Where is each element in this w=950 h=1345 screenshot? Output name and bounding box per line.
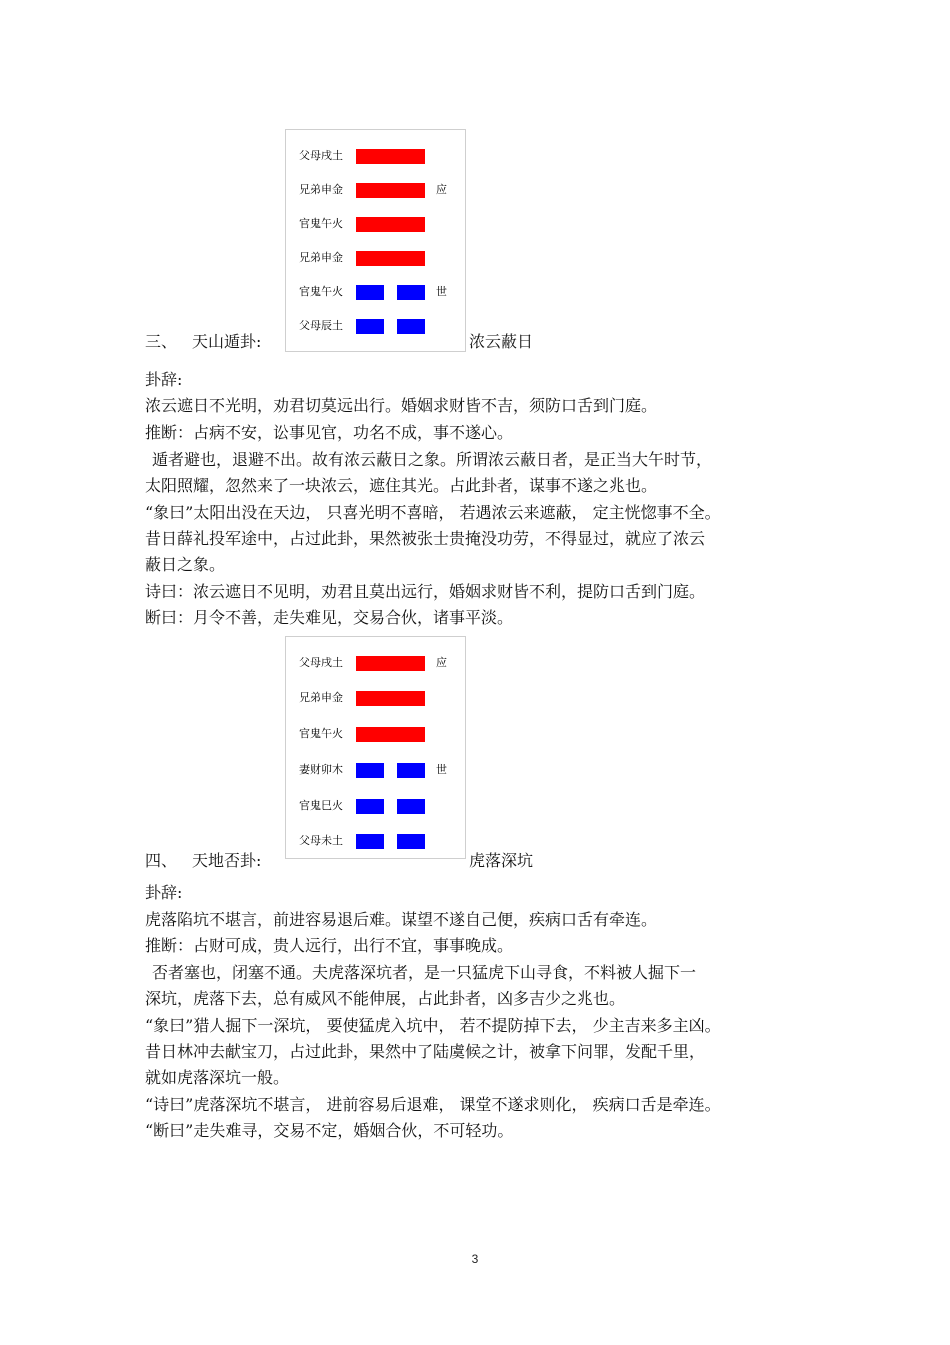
- text-line: “象曰”太阳出没在天边， 只喜光明不喜暗， 若遇浓云来遮蔽， 定主恍惚事不全。: [145, 503, 721, 522]
- yao-label: 父母未土: [299, 834, 343, 847]
- text-line: “断曰”走失难寻，交易不定，婚姻合伙，不可轻功。: [145, 1121, 514, 1140]
- yao-line: [286, 796, 467, 816]
- yin-bar-right: [397, 319, 425, 334]
- yin-bar-right: [397, 763, 425, 778]
- text-line: “诗曰”虎落深坑不堪言， 进前容易后退难， 课堂不遂求则化， 疾病口舌是牵连。: [145, 1095, 721, 1114]
- yao-mark: 世: [436, 763, 447, 776]
- yang-bar: [356, 656, 425, 671]
- yao-label: 官鬼午火: [299, 727, 343, 740]
- yao-line: [286, 282, 467, 302]
- yang-bar: [356, 251, 425, 266]
- yin-bar-right: [397, 799, 425, 814]
- text-line: 遁者避也，退避不出。故有浓云蔽日之象。所谓浓云蔽日者，是正当大午时节，: [152, 450, 713, 469]
- text-line: 推断：占财可成，贵人远行，出行不宜，事事晚成。: [145, 936, 514, 955]
- yao-mark: 应: [436, 656, 447, 669]
- yao-line: [286, 248, 467, 268]
- yin-bar-left: [356, 834, 384, 849]
- text-line: 蔽日之象。: [145, 555, 226, 574]
- text-line: 卦辞:: [145, 370, 183, 389]
- text-line: 太阳照耀，忽然来了一块浓云，遮住其光。占此卦者，谋事不遂之兆也。: [145, 476, 658, 495]
- yao-mark: 世: [436, 285, 447, 298]
- text-line: 推断：占病不安，讼事见官，功名不成，事不遂心。: [145, 423, 514, 442]
- yao-label: 官鬼午火: [299, 285, 343, 298]
- text-line: 昔日林冲去献宝刀，占过此卦，果然中了陆虞候之计，被拿下问罪，发配千里，: [145, 1042, 706, 1061]
- text-line: 否者塞也，闭塞不通。夫虎落深坑者，是一只猛虎下山寻食，不料被人掘下一: [152, 963, 697, 982]
- yao-label: 官鬼午火: [299, 217, 343, 230]
- yao-label: 兄弟申金: [299, 691, 343, 704]
- yao-label: 父母戌土: [299, 656, 343, 669]
- yin-bar-left: [356, 799, 384, 814]
- yang-bar: [356, 149, 425, 164]
- yao-label: 兄弟申金: [299, 183, 343, 196]
- yao-line: [286, 214, 467, 234]
- hexagram-dun-diagram: [285, 129, 466, 352]
- yao-line: [286, 146, 467, 166]
- yao-label: 妻财卯木: [299, 763, 343, 776]
- hexagram-name: 天山遁卦:: [192, 332, 262, 351]
- hexagram-title: 浓云蔽日: [469, 332, 534, 351]
- yao-label: 官鬼巳火: [299, 799, 343, 812]
- yao-label: 父母戌土: [299, 149, 343, 162]
- yin-bar-left: [356, 763, 384, 778]
- text-line: 诗曰：浓云遮日不见明，劝君且莫出远行，婚姻求财皆不利，提防口舌到门庭。: [145, 582, 706, 601]
- yao-label: 兄弟申金: [299, 251, 343, 264]
- hexagram-name: 天地否卦:: [192, 851, 262, 870]
- section-number: 四、: [145, 851, 178, 870]
- yao-line: [286, 760, 467, 780]
- text-line: 断曰：月令不善，走失难见，交易合伙，诸事平淡。: [145, 608, 514, 627]
- yang-bar: [356, 183, 425, 198]
- yin-bar-right: [397, 285, 425, 300]
- yang-bar: [356, 691, 425, 706]
- yang-bar: [356, 217, 425, 232]
- yao-line: [286, 724, 467, 744]
- text-line: 卦辞:: [145, 883, 183, 902]
- yin-bar-left: [356, 319, 384, 334]
- yao-line: [286, 688, 467, 708]
- yin-bar-right: [397, 834, 425, 849]
- yao-line: [286, 316, 467, 336]
- yang-bar: [356, 727, 425, 742]
- hexagram-title: 虎落深坑: [469, 851, 534, 870]
- text-line: 深坑，虎落下去，总有威风不能伸展，占此卦者，凶多吉少之兆也。: [145, 989, 626, 1008]
- yao-line: [286, 831, 467, 851]
- text-line: 浓云遮日不光明，劝君切莫远出行。婚姻求财皆不吉，须防口舌到门庭。: [145, 396, 658, 415]
- yao-line: [286, 180, 467, 200]
- text-line: 虎落陷坑不堪言，前进容易退后难。谋望不遂自己便，疾病口舌有牵连。: [145, 910, 658, 929]
- hexagram-pi-diagram: [285, 636, 466, 859]
- text-line: “象曰”猎人掘下一深坑， 要使猛虎入坑中， 若不提防掉下去， 少主吉来多主凶。: [145, 1016, 721, 1035]
- yin-bar-left: [356, 285, 384, 300]
- section-number: 三、: [145, 332, 178, 351]
- yao-line: [286, 653, 467, 673]
- page-number: 3: [471, 1252, 479, 1266]
- text-line: 就如虎落深坑一般。: [145, 1068, 290, 1087]
- yao-label: 父母辰土: [299, 319, 343, 332]
- text-line: 昔日薛礼投军途中，占过此卦，果然被张士贵掩没功劳，不得显过，就应了浓云: [145, 529, 706, 548]
- yao-mark: 应: [436, 183, 447, 196]
